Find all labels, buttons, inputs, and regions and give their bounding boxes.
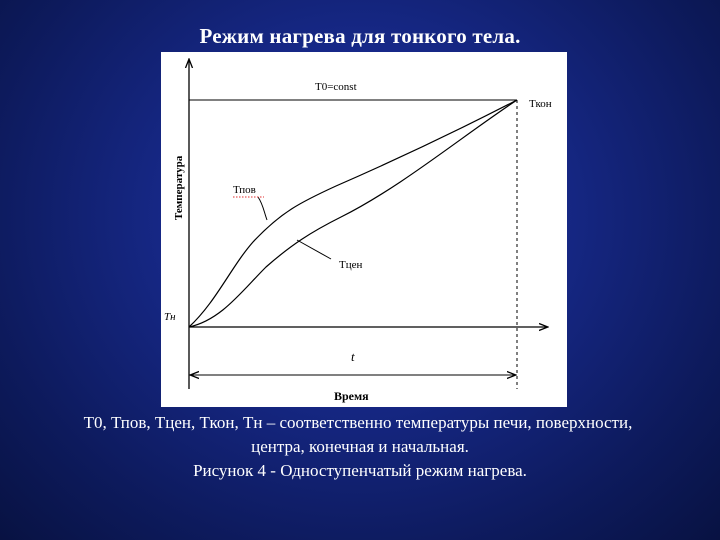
center-temperature-curve (189, 100, 517, 327)
heating-diagram (161, 52, 567, 407)
t-start-label: Тн (164, 311, 176, 323)
slide-title: Режим нагрева для тонкого тела. (199, 24, 521, 48)
center-label-leader (297, 240, 331, 259)
t-end-label: Ткон (529, 98, 552, 110)
time-label: Время (334, 389, 369, 403)
y-axis-label: Температура (173, 155, 185, 220)
caption-legend-line-continued: центра, конечная и начальная. (251, 437, 469, 456)
t0-line-label: Т0=const (315, 81, 357, 93)
surface-label-leader (258, 197, 267, 220)
x-axis-symbol: t (351, 349, 355, 364)
figure-caption: Рисунок 4 - Одноступенчатый режим нагрева. (193, 461, 527, 480)
t-center-label: Тцен (339, 259, 363, 271)
heating-diagram-svg (161, 52, 567, 407)
t-surface-label: Тпов (233, 184, 256, 196)
caption-legend-line: Т0, Тпов, Тцен, Ткон, Тн – соответственно температуры печи, поверхности, (83, 413, 633, 432)
